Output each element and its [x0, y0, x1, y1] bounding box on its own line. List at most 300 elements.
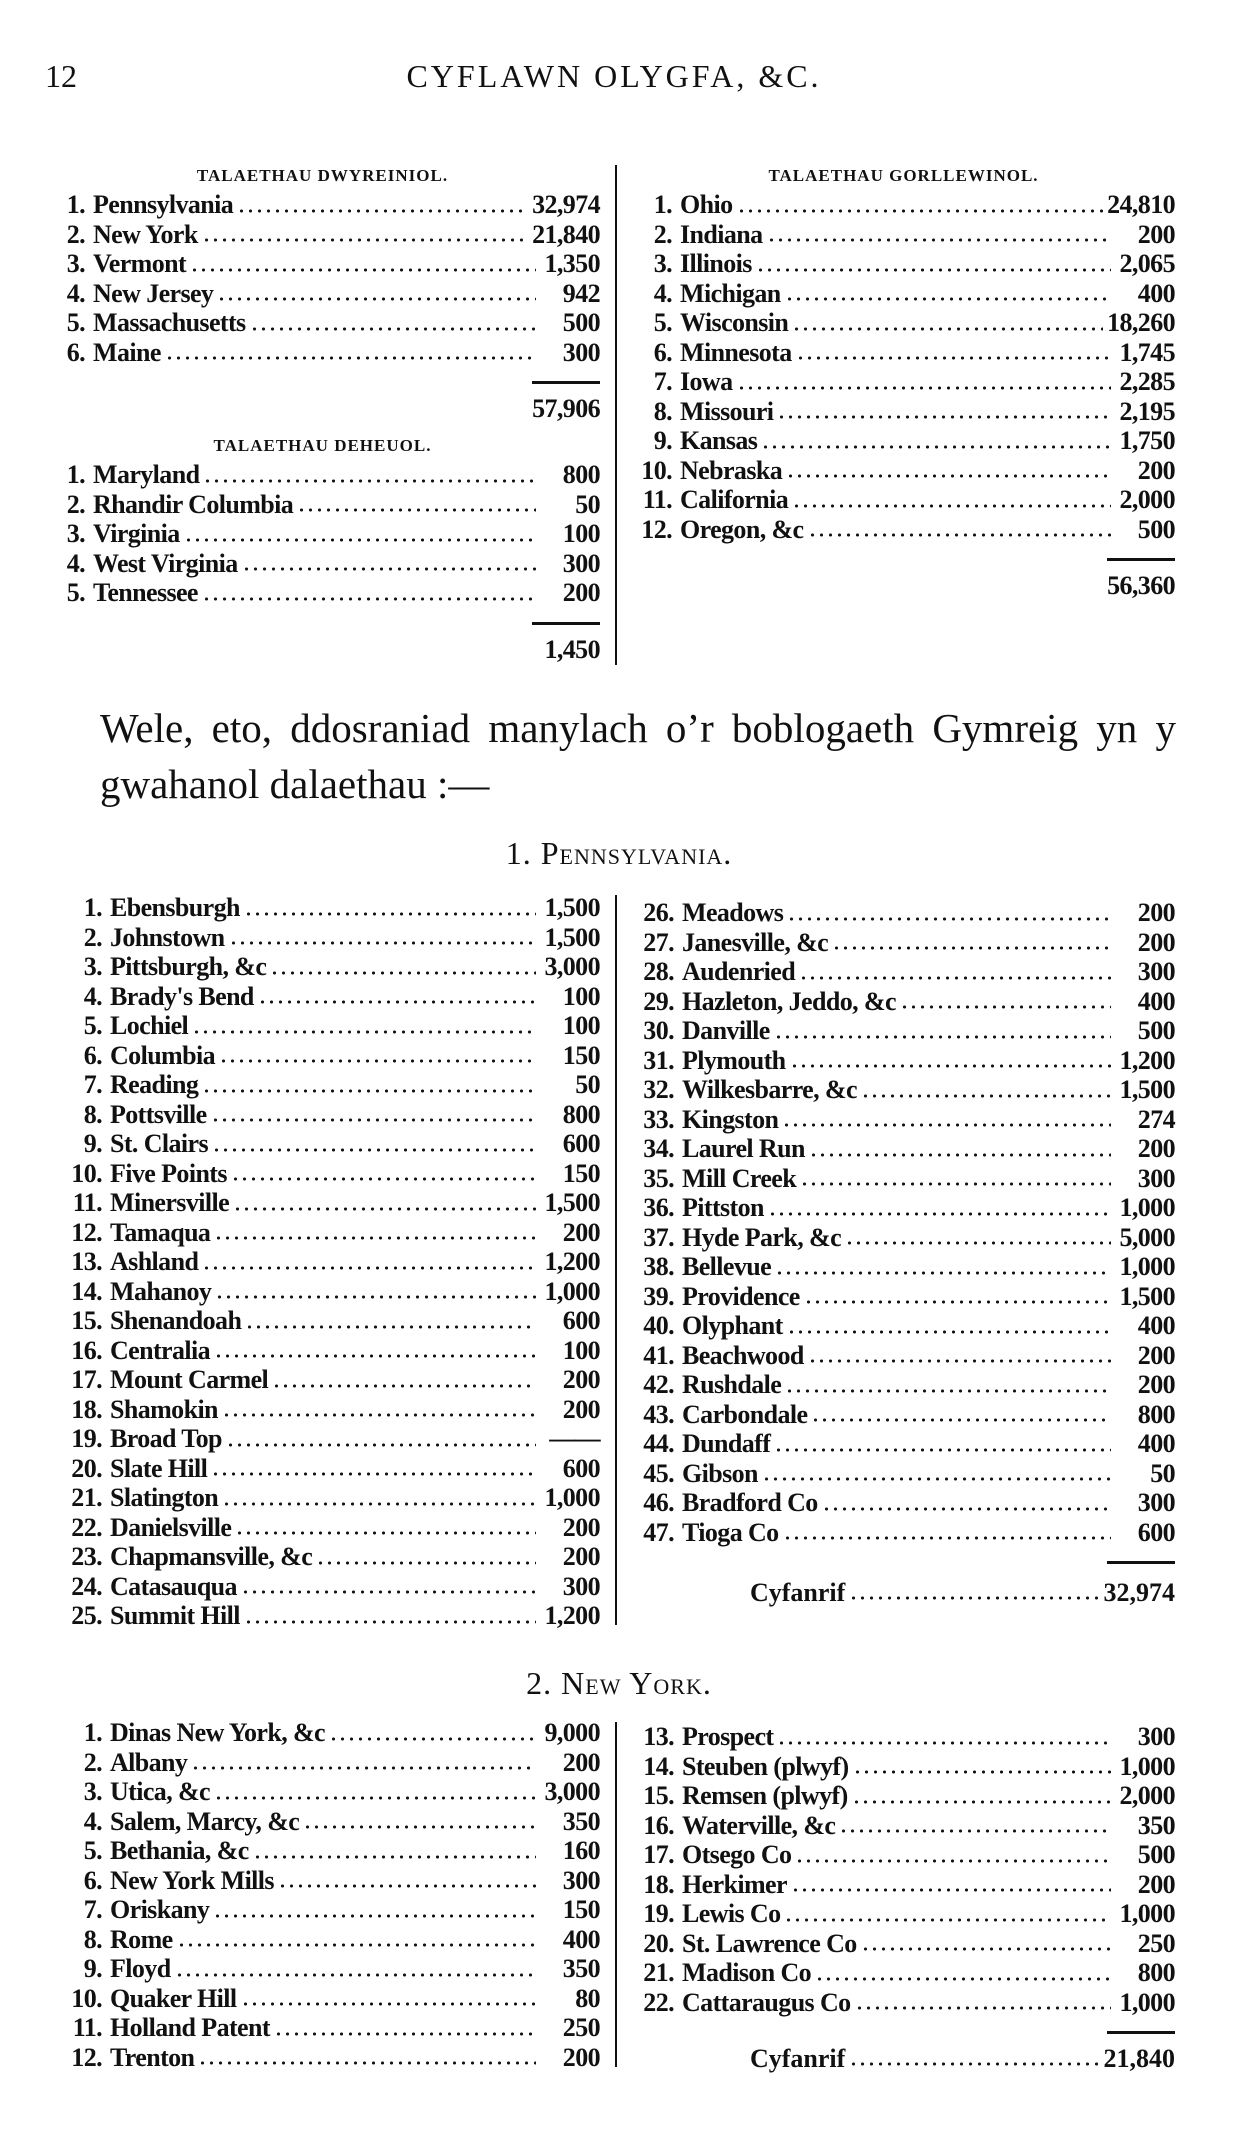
item-value: 200 — [1137, 1134, 1175, 1163]
list-item — [45, 519, 600, 549]
item-value: 350 — [1137, 1810, 1175, 1840]
dot-leader — [792, 503, 1111, 509]
item-number: 1. — [83, 893, 102, 922]
list-item — [58, 1306, 600, 1336]
item-value: —— — [549, 1424, 600, 1453]
list-item — [45, 578, 600, 608]
item-number: 7. — [653, 367, 672, 396]
dot-leader — [184, 537, 536, 543]
item-name: Ohio — [680, 190, 733, 219]
item-number: 4. — [653, 278, 672, 308]
item-name: Mount Carmel — [110, 1365, 269, 1394]
item-name: Lochiel — [110, 1011, 189, 1040]
item-name: Reading — [110, 1070, 199, 1099]
item-name: Bellevue — [682, 1252, 772, 1281]
item-value: 100 — [562, 1011, 600, 1040]
list-item — [58, 1011, 600, 1041]
item-number: 7. — [83, 1070, 102, 1099]
list-item — [45, 220, 600, 250]
item-value: 350 — [562, 1806, 600, 1836]
list-item — [58, 1129, 600, 1159]
dot-leader — [191, 1765, 536, 1771]
item-name: Catasauqua — [110, 1571, 237, 1601]
item-name: Providence — [682, 1281, 800, 1311]
list-item — [630, 1429, 1175, 1459]
dot-leader — [795, 1858, 1111, 1864]
item-value: 200 — [1137, 927, 1175, 957]
item-number: 2. — [66, 489, 85, 519]
dot-leader — [782, 1122, 1111, 1128]
item-name: Danville — [682, 1016, 770, 1045]
dot-leader — [241, 1589, 536, 1595]
item-number: 8. — [653, 396, 672, 426]
item-name: Vermont — [93, 249, 187, 278]
list-item — [630, 1722, 1175, 1752]
list-item — [632, 220, 1175, 250]
dot-leader — [278, 1883, 536, 1889]
total-value: 32,974 — [1103, 1578, 1175, 1607]
item-value: 1,745 — [1119, 337, 1175, 367]
item-value: 2,000 — [1119, 1781, 1175, 1810]
item-number: 30. — [643, 1016, 674, 1045]
item-value: 1,750 — [1119, 426, 1175, 455]
item-name: Holland Patent — [110, 2013, 270, 2042]
dot-leader — [272, 1383, 536, 1389]
item-name: Janesville, &c — [682, 927, 829, 957]
item-value: 2,065 — [1119, 249, 1175, 278]
total-value: 21,840 — [1103, 2044, 1175, 2073]
item-name: Slatington — [110, 1483, 219, 1512]
dot-leader — [783, 1535, 1111, 1541]
section-total: 1,450 — [544, 634, 600, 664]
list-item — [630, 1016, 1175, 1046]
list-item — [630, 1958, 1175, 1988]
item-number: 10. — [71, 1158, 102, 1188]
item-value: 1,000 — [544, 1276, 600, 1306]
dot-leader — [258, 999, 536, 1005]
item-name: New Jersey — [93, 278, 214, 308]
item-number: 3. — [83, 1777, 102, 1806]
item-number: 6. — [66, 337, 85, 367]
item-value: 150 — [562, 1158, 600, 1188]
item-number: 12. — [71, 1217, 102, 1247]
item-value: 50 — [575, 1070, 600, 1099]
new-york-left-list — [58, 1718, 600, 2072]
dot-leader — [790, 1063, 1111, 1069]
list-item — [58, 1777, 600, 1807]
list-item — [58, 1572, 600, 1602]
item-value: 1,350 — [544, 249, 600, 278]
dot-leader — [804, 1299, 1111, 1305]
list-item — [630, 1075, 1175, 1105]
dot-leader — [787, 1329, 1111, 1335]
item-name: Remsen (plwyf) — [682, 1781, 848, 1810]
dot-leader — [203, 478, 536, 484]
dot-leader — [202, 1088, 536, 1094]
list-item — [630, 1134, 1175, 1164]
list-item — [58, 1836, 600, 1866]
section-total: 57,906 — [532, 394, 600, 423]
item-number: 5. — [83, 1011, 102, 1040]
dot-leader — [737, 385, 1112, 391]
list-item — [58, 1424, 600, 1454]
item-value: 250 — [1137, 1928, 1175, 1958]
list-item — [630, 987, 1175, 1017]
list-item — [58, 1483, 600, 1513]
item-value: 1,000 — [544, 1483, 600, 1512]
dot-leader — [839, 1828, 1111, 1834]
item-value: 500 — [1137, 1016, 1175, 1045]
dot-leader — [192, 1029, 536, 1035]
item-number: 20. — [643, 1928, 674, 1958]
item-name: Nebraska — [680, 455, 783, 485]
item-value: 1,500 — [1119, 1281, 1175, 1311]
list-item — [58, 1954, 600, 1984]
item-number: 21. — [71, 1483, 102, 1512]
item-value: 200 — [562, 2042, 600, 2072]
list-item — [630, 1459, 1175, 1489]
list-item — [58, 893, 600, 923]
list-item — [632, 485, 1175, 515]
list-item — [58, 1718, 600, 1748]
item-number: 7. — [83, 1895, 102, 1924]
dot-leader — [784, 1917, 1111, 1923]
item-value: 5,000 — [1119, 1222, 1175, 1252]
list-item — [45, 279, 600, 309]
item-name: Oregon, &c — [680, 514, 804, 544]
item-number: 29. — [643, 986, 674, 1016]
item-number: 8. — [83, 1924, 102, 1954]
dot-leader — [214, 1795, 536, 1801]
dot-leader — [202, 237, 528, 243]
item-number: 2. — [66, 219, 85, 249]
dot-leader — [177, 1942, 536, 1948]
item-number: 38. — [643, 1252, 674, 1281]
item-name: Albany — [110, 1747, 188, 1777]
item-name: Minersville — [110, 1188, 230, 1217]
item-number: 44. — [643, 1429, 674, 1458]
heading-text: Pennsylvania. — [540, 835, 733, 871]
item-name: Ashland — [110, 1247, 199, 1276]
item-name: St. Clairs — [110, 1129, 209, 1158]
item-value: 3,000 — [544, 952, 600, 981]
dot-leader — [849, 1595, 1099, 1601]
item-value: 100 — [562, 981, 600, 1011]
item-name: Chapmansville, &c — [110, 1542, 313, 1571]
item-name: Rhandir Columbia — [93, 489, 294, 519]
item-name: Shenandoah — [110, 1306, 242, 1335]
item-number: 4. — [83, 981, 102, 1011]
list-item — [58, 1748, 600, 1778]
item-name: Rome — [110, 1924, 173, 1954]
pennsylvania-heading — [0, 835, 1238, 872]
item-number: 47. — [643, 1517, 674, 1547]
dot-leader — [316, 1560, 536, 1566]
item-number: 24. — [71, 1571, 102, 1601]
list-item — [45, 338, 600, 368]
item-value: 200 — [1137, 1370, 1175, 1399]
item-name: Minnesota — [680, 337, 792, 367]
item-value: 1,000 — [1119, 1987, 1175, 2017]
section-title: TALAETHAU DEHEUOL. — [213, 436, 432, 455]
list-item — [58, 1984, 600, 2014]
dot-leader — [849, 2061, 1099, 2067]
item-name: Carbondale — [682, 1399, 808, 1429]
dot-leader — [900, 1004, 1111, 1010]
item-number: 41. — [643, 1340, 674, 1370]
list-item — [630, 1370, 1175, 1400]
list-item — [630, 1252, 1175, 1282]
dot-leader — [855, 2005, 1111, 2011]
item-number: 5. — [66, 578, 85, 607]
item-number: 10. — [71, 1983, 102, 2013]
item-name: Steuben (plwyf) — [682, 1751, 849, 1781]
dot-leader — [845, 1240, 1111, 1246]
item-number: 6. — [653, 337, 672, 367]
item-name: Pennsylvania — [93, 190, 234, 219]
item-name: Beachwood — [682, 1340, 804, 1370]
list-item — [630, 1929, 1175, 1959]
item-value: 800 — [1137, 1399, 1175, 1429]
dot-leader — [233, 1206, 536, 1212]
item-name: Audenried — [682, 957, 796, 986]
item-number: 22. — [643, 1987, 674, 2017]
item-name: Floyd — [110, 1954, 171, 1983]
item-name: Tioga Co — [682, 1517, 779, 1547]
new-york-heading — [0, 1665, 1238, 1702]
item-name: Maryland — [93, 460, 200, 489]
item-name: Quaker Hill — [110, 1983, 237, 2013]
item-value: 200 — [1137, 1340, 1175, 1370]
item-name: Pottsville — [110, 1099, 207, 1129]
item-name: Wisconsin — [680, 308, 789, 337]
page-number: 12 — [45, 58, 77, 94]
item-name: Ebensburgh — [110, 893, 240, 922]
item-value: 1,500 — [1119, 1075, 1175, 1104]
heading-number: 2. — [526, 1665, 553, 1701]
item-name: Salem, Marcy, &c — [110, 1806, 300, 1836]
list-item — [632, 397, 1175, 427]
item-name: Brady's Bend — [110, 981, 254, 1011]
section-total: 56,360 — [1107, 571, 1175, 600]
item-number: 9. — [653, 426, 672, 455]
dot-leader — [768, 1211, 1111, 1217]
item-number: 16. — [643, 1810, 674, 1840]
dot-leader — [775, 1270, 1111, 1276]
item-value: 800 — [562, 460, 600, 489]
item-number: 13. — [71, 1247, 102, 1276]
item-name: Kansas — [680, 426, 758, 455]
item-name: Madison Co — [682, 1958, 812, 1987]
dot-leader — [756, 267, 1111, 273]
dot-leader — [242, 566, 536, 572]
dot-leader — [777, 1740, 1111, 1746]
item-value: 2,285 — [1119, 367, 1175, 396]
item-value: 400 — [1137, 278, 1175, 308]
item-name: Iowa — [680, 367, 733, 396]
item-value: 400 — [562, 1924, 600, 1954]
dot-leader — [175, 1972, 536, 1978]
item-number: 2. — [83, 1747, 102, 1777]
dot-leader — [229, 940, 536, 946]
dot-leader — [270, 970, 536, 976]
item-number: 37. — [643, 1222, 674, 1252]
sum-rule — [1107, 558, 1175, 561]
dot-leader — [214, 1353, 536, 1359]
dot-leader — [244, 911, 536, 917]
dot-leader — [787, 916, 1111, 922]
item-name: Herkimer — [682, 1869, 787, 1899]
item-name: Indiana — [680, 219, 763, 249]
eastern-states-table — [45, 162, 600, 665]
item-name: Cattaraugus Co — [682, 1987, 851, 2017]
item-value: 500 — [1137, 1840, 1175, 1869]
dot-leader — [222, 1501, 536, 1507]
item-value: 250 — [562, 2013, 600, 2042]
item-number: 15. — [643, 1781, 674, 1810]
list-item — [630, 928, 1175, 958]
item-name: New York — [93, 219, 198, 249]
item-value: 1,500 — [544, 922, 600, 952]
item-number: 32. — [643, 1075, 674, 1104]
item-name: Mahanoy — [110, 1276, 212, 1306]
item-number: 17. — [71, 1365, 102, 1394]
item-name: Plymouth — [682, 1045, 786, 1075]
new-york-total — [630, 2044, 1175, 2074]
item-name: Missouri — [680, 396, 774, 426]
list-item — [630, 898, 1175, 928]
item-name: St. Lawrence Co — [682, 1928, 857, 1958]
dot-leader — [297, 507, 536, 513]
item-value: 100 — [562, 519, 600, 548]
column-divider — [615, 165, 617, 665]
item-name: Oriskany — [110, 1895, 210, 1924]
item-name: Broad Top — [110, 1424, 222, 1453]
item-value: 1,200 — [544, 1247, 600, 1276]
list-item — [58, 923, 600, 953]
item-value: 500 — [1137, 514, 1175, 544]
dot-leader — [235, 1530, 536, 1536]
item-value: 3,000 — [544, 1777, 600, 1806]
list-item — [58, 1895, 600, 1925]
item-number: 4. — [66, 548, 85, 578]
item-value: 200 — [562, 578, 600, 607]
item-name: Lewis Co — [682, 1899, 781, 1928]
item-value: 800 — [562, 1099, 600, 1129]
item-name: Virginia — [93, 519, 180, 548]
item-value: 1,000 — [1119, 1751, 1175, 1781]
dot-leader — [202, 596, 536, 602]
list-item — [58, 1542, 600, 1572]
list-item — [58, 2013, 600, 2043]
item-value: 500 — [562, 308, 600, 337]
item-value: 300 — [562, 337, 600, 367]
item-number: 2. — [83, 922, 102, 952]
item-value: 150 — [562, 1040, 600, 1070]
item-number: 9. — [83, 1954, 102, 1983]
dot-leader — [800, 1181, 1111, 1187]
item-value: 600 — [562, 1306, 600, 1335]
item-number: 8. — [83, 1099, 102, 1129]
total-label: Cyfanrif — [750, 2044, 846, 2073]
item-value: 200 — [562, 1394, 600, 1424]
item-name: Centralia — [110, 1335, 211, 1365]
item-number: 42. — [643, 1370, 674, 1399]
item-number: 6. — [83, 1040, 102, 1070]
dot-leader — [202, 1265, 536, 1271]
dot-leader — [785, 1388, 1111, 1394]
item-number: 27. — [643, 927, 674, 957]
item-name: Laurel Run — [682, 1134, 805, 1163]
list-item — [58, 1395, 600, 1425]
item-number: 18. — [643, 1869, 674, 1899]
list-item — [630, 1223, 1175, 1253]
item-name: Massachusetts — [93, 308, 246, 337]
list-item — [45, 190, 600, 220]
dot-leader — [774, 1447, 1111, 1453]
item-number: 1. — [83, 1718, 102, 1747]
dot-leader — [861, 1946, 1111, 1952]
dot-leader — [212, 1147, 536, 1153]
dot-leader — [792, 326, 1103, 332]
list-item — [58, 1807, 600, 1837]
item-number: 11. — [72, 2013, 102, 2042]
list-item — [58, 1866, 600, 1896]
item-name: Danielsville — [110, 1512, 232, 1542]
dot-leader — [274, 2031, 536, 2037]
item-value: 600 — [562, 1129, 600, 1158]
item-number: 1. — [653, 190, 672, 219]
list-item — [58, 2043, 600, 2073]
item-value: 942 — [562, 278, 600, 308]
item-name: Gibson — [682, 1458, 758, 1488]
dot-leader — [329, 1736, 536, 1742]
item-value: 200 — [1137, 455, 1175, 485]
item-number: 1. — [66, 460, 85, 489]
item-number: 4. — [83, 1806, 102, 1836]
item-number: 13. — [643, 1722, 674, 1751]
list-item — [58, 1454, 600, 1484]
item-value: 1,500 — [544, 1188, 600, 1217]
column-divider — [615, 895, 617, 1625]
item-number: 3. — [83, 952, 102, 981]
item-number: 45. — [643, 1458, 674, 1488]
item-name: Rushdale — [682, 1370, 782, 1399]
dot-leader — [250, 326, 536, 332]
item-value: 400 — [1137, 986, 1175, 1016]
dot-leader — [853, 1769, 1111, 1775]
item-value: 1,200 — [544, 1601, 600, 1630]
item-number: 18. — [71, 1394, 102, 1424]
item-value: 300 — [1137, 1722, 1175, 1751]
dot-leader — [832, 945, 1111, 951]
list-item — [45, 460, 600, 490]
item-number: 40. — [643, 1311, 674, 1340]
item-name: Five Points — [110, 1158, 227, 1188]
item-number: 5. — [66, 308, 85, 337]
list-item — [632, 367, 1175, 397]
new-york-right-list — [630, 1722, 1175, 2074]
item-name: Slate Hill — [110, 1453, 208, 1483]
heading-number: 1. — [505, 835, 532, 871]
item-value: 300 — [562, 1571, 600, 1601]
item-value: 300 — [562, 1865, 600, 1895]
item-number: 9. — [83, 1129, 102, 1158]
dot-leader — [809, 1152, 1111, 1158]
list-item — [630, 1840, 1175, 1870]
dot-leader — [811, 1417, 1111, 1423]
dot-leader — [303, 1824, 536, 1830]
